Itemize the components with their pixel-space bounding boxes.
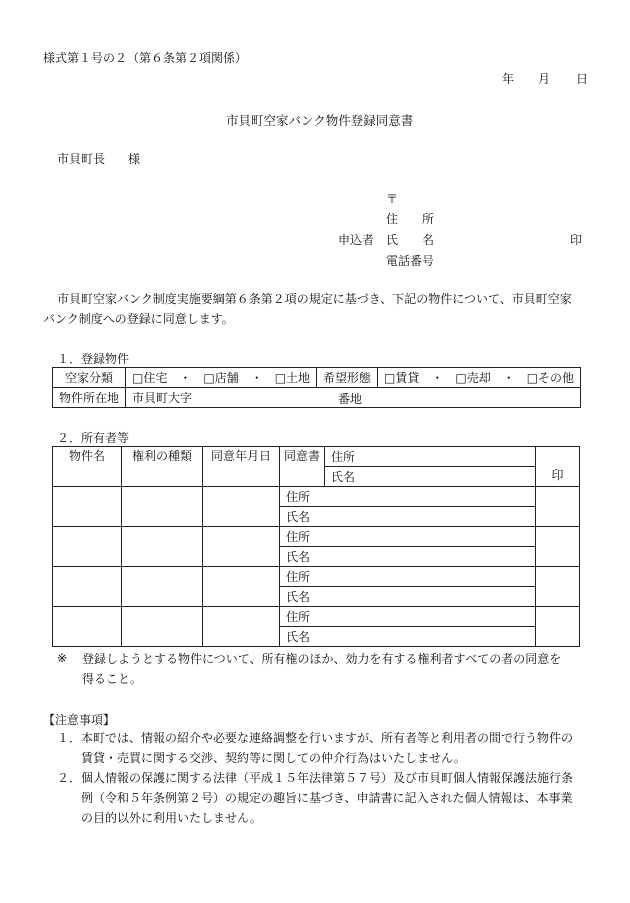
header-right-type: 権利の種類 [122, 447, 203, 487]
consent-statement [43, 289, 603, 329]
notes-item-2-line3: の目的以外に利用いたしません。 [81, 811, 262, 825]
form-number: 様式第１号の２（第６条第２項関係） [43, 51, 248, 65]
date-day: 日 [576, 72, 589, 86]
applicant-name-label: 氏 名 [386, 233, 435, 247]
section1-heading: １．登録物件 [57, 352, 130, 366]
table-row [53, 487, 580, 507]
property-name-cell [53, 487, 122, 527]
right-type-cell [122, 487, 203, 527]
date-month: 月 [538, 72, 551, 86]
property-name-cell [53, 567, 122, 607]
applicant-address-label: 住 所 [386, 212, 435, 226]
consent-statement-line1: 市貝町空家バンク制度実施要綱第６条第２項の規定に基づき、下記の物件について、市貝町空家 [57, 292, 572, 306]
row-name: 氏名 [280, 627, 536, 647]
row-name: 氏名 [280, 547, 536, 567]
applicant-phone-label: 電話番号 [386, 254, 435, 268]
right-type-cell [122, 607, 203, 647]
row-address: 住所 [280, 607, 536, 627]
consent-date-cell [203, 527, 280, 567]
applicant-seal: 印 [570, 233, 583, 247]
row-address: 住所 [280, 527, 536, 547]
notes-heading: 【注意事項】 [43, 713, 116, 727]
property-table [52, 367, 581, 408]
notes-item-1-line2: 賃貸・売買に関する交渉、契約等に関しての仲介行為はいたしません。 [81, 751, 466, 765]
section2-heading: ２．所有者等 [57, 431, 130, 445]
seal-cell [536, 607, 580, 647]
notes-item-2 [57, 768, 573, 828]
seal-cell [536, 567, 580, 607]
addressee-name: 市貝町長 [57, 152, 106, 166]
property-name-cell [53, 607, 122, 647]
header-consent-form: 同意書 [280, 447, 325, 487]
header-consent-date: 同意年月日 [203, 447, 280, 487]
right-type-cell [122, 567, 203, 607]
header-address: 住所 [325, 447, 536, 467]
lot-label: 番地 [338, 392, 363, 406]
row-name: 氏名 [280, 587, 536, 607]
notes-item-1 [57, 728, 573, 768]
owners-table [52, 446, 580, 647]
row-address: 住所 [280, 567, 536, 587]
header-seal: 印 [536, 447, 580, 487]
vacancy-type-options: □住宅 ・ □店舗 ・ □土地 [126, 368, 317, 388]
location-cell [126, 388, 581, 408]
vacancy-type-label: 空家分類 [53, 368, 126, 388]
table-row [53, 607, 580, 627]
consent-note-line1: 登録しようとする物件について、所有権のほか、効力を有する権利者すべての者の同意を [82, 652, 562, 666]
consent-date-cell [203, 607, 280, 647]
table-row [53, 567, 580, 587]
right-type-cell [122, 527, 203, 567]
header-name: 氏名 [325, 467, 536, 487]
note-mark: ※ [57, 651, 68, 665]
property-name-cell [53, 527, 122, 567]
desired-form-label: 希望形態 [317, 368, 378, 388]
date-year: 年 [502, 72, 515, 86]
notes-item-2-line1: ２．個人情報の保護に関する法律（平成１５年法律第５７号）及び市貝町個人情報保護法施行条 [57, 771, 574, 785]
notes-item-1-line1: １．本町では、情報の紹介や必要な連絡調整を行いますが、所有者等と利用者の間で行う物件の [57, 731, 574, 745]
row-name: 氏名 [280, 507, 536, 527]
location-value: 市貝町大字 [132, 391, 193, 405]
location-label: 物件所在地 [53, 388, 126, 408]
notes-item-2-line2: 例（令和５年条例第２号）の規定の趣旨に基づき、申請書に記入された個人情報は、本事業 [81, 791, 573, 805]
consent-note [82, 649, 561, 689]
desired-form-options: □賃貸 ・ □売却 ・ □その他 [378, 368, 581, 388]
table-row [53, 527, 580, 547]
consent-statement-line2: バンク制度への登録に同意します。 [43, 312, 234, 326]
seal-cell [536, 487, 580, 527]
consent-date-cell [203, 487, 280, 527]
document-title: 市貝町空家バンク物件登録同意書 [226, 113, 414, 128]
seal-cell [536, 527, 580, 567]
row-address: 住所 [280, 487, 536, 507]
applicant-role-label: 申込者 [338, 233, 375, 247]
consent-note-line2: 得ること。 [82, 672, 143, 686]
header-property-name: 物件名 [53, 447, 122, 487]
addressee-honorific: 様 [128, 152, 141, 166]
postal-mark: 〒 [386, 192, 399, 206]
consent-date-cell [203, 567, 280, 607]
